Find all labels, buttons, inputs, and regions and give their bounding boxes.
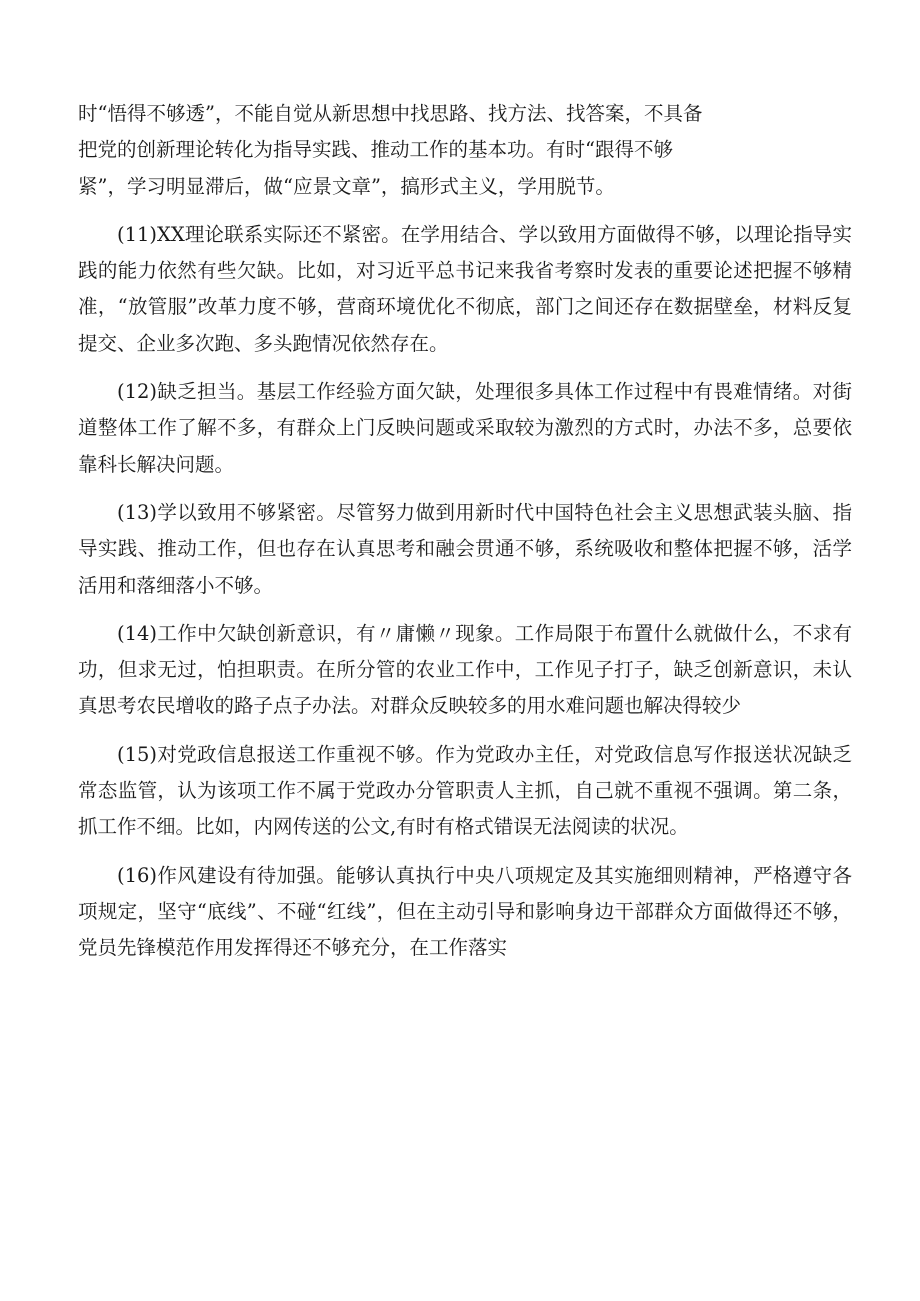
paragraph-item-11: (11)XX理论联系实际还不紧密。在学用结合、学以致用方面做得不够，以理论指导实践的能力依然有些欠缺。比如，对习近平总书记来我省考察时发表的重要论述把握不够精准，“放管服”改革力度不够，营商环境优化不彻底，部门之间还存在数据壁垒，材料反复提交、企业多次跑、多头跑情况依然存在。 — [78, 222, 852, 355]
document-body — [78, 96, 852, 979]
paragraph-item-15: (15)对党政信息报送工作重视不够。作为党政办主任，对党政信息写作报送状况缺乏常态监管，认为该项工作不属于党政办分管职责人主抓，自己就不重视不强调。第二条，抓工作不细。比如，内网传送的公文,有时有格式错误无法阅读的状况。 — [78, 742, 852, 839]
text-line: 把党的创新理论转化为指导实践、推动工作的基本功。有时“跟得不够 — [78, 138, 673, 162]
text-line: 紧”，学习明显滞后，做“应景文章”，搞形式主义，学用脱节。 — [78, 174, 615, 198]
paragraph-item-14: (14)工作中欠缺创新意识，有〃庸懒〃现象。工作局限于布置什么就做什么，不求有功，但求无过，怕担职责。在所分管的农业工作中，工作见子打子，缺乏创新意识，未认真思考农民增收的路子点子办法。对群众反映较多的用水难问题也解决得较少 — [78, 621, 852, 718]
text-line: 时“悟得不够透”，不能自觉从新思想中找思路、找方法、找答案，不具备 — [78, 102, 703, 125]
paragraph-item-12: (12)缺乏担当。基层工作经验方面欠缺，处理很多具体工作过程中有畏难情绪。对街道整体工作了解不多，有群众上门反映问题或采取较为激烈的方式时，办法不多，总要依靠科长解决问题。 — [78, 380, 852, 476]
paragraph-item-16: (16)作风建设有待加强。能够认真执行中央八项规定及其实施细则精神，严格遵守各项规定，坚守“底线”、不碰“红线”，但在主动引导和影响身边干部群众方面做得还不够，党员先锋模范作用发挥得还不够充分，在工作落实 — [78, 863, 852, 960]
paragraph-continuation — [78, 96, 852, 205]
paragraph-item-13: (13)学以致用不够紧密。尽管努力做到用新时代中国特色社会主义思想武装头脑、指导实践、推动工作，但也存在认真思考和融会贯通不够，系统吸收和整体把握不够，活学活用和落细落小不够。 — [78, 500, 852, 597]
